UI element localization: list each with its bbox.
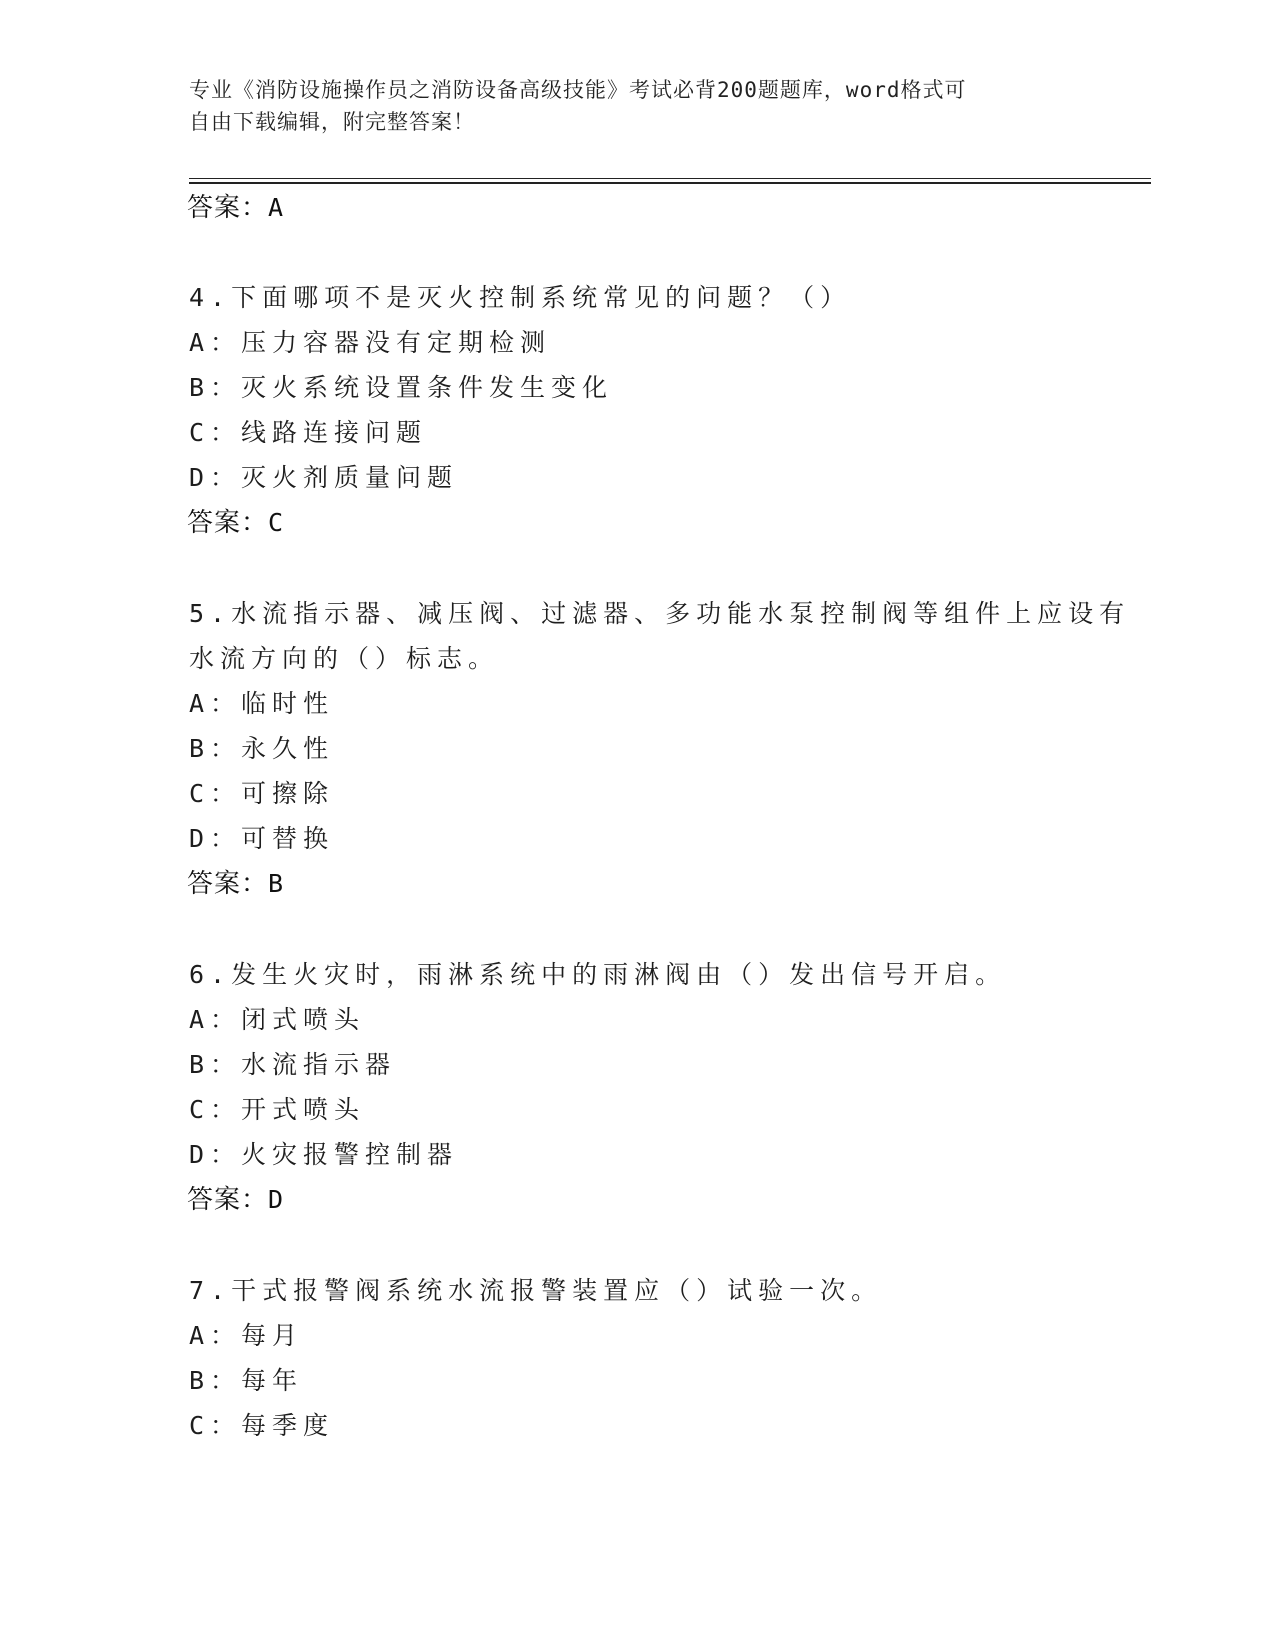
option-c: C：可擦除 [189,779,335,808]
option-a: A：临时性 [189,689,335,718]
option-d: D：火灾报警控制器 [189,1140,459,1169]
header-divider-thick [189,182,1151,184]
option-a: A：闭式喷头 [189,1005,366,1034]
option-b: B：灭火系统设置条件发生变化 [189,373,614,402]
answer-label: 答案： [187,1185,269,1215]
question-stem: 6.发生火灾时，雨淋系统中的雨淋阀由（）发出信号开启。 [189,960,1007,989]
question-stem-cont: 水流方向的（）标志。 [189,644,500,673]
answer-line [187,192,284,224]
answer-label: 答案： [187,508,269,538]
option-c: C：线路连接问题 [189,418,428,447]
answer-line [187,868,284,900]
option-c: C：开式喷头 [189,1095,366,1124]
option-d: D：可替换 [189,824,335,853]
option-b: B：每年 [189,1366,304,1395]
option-c: C：每季度 [189,1411,335,1440]
header-divider-thin [189,178,1151,179]
option-a: A：每月 [189,1321,304,1350]
option-a: A：压力容器没有定期检测 [189,328,552,357]
answer-value: B [268,869,285,898]
question-stem: 4.下面哪项不是灭火控制系统常见的问题？（） [189,283,852,312]
answer-line [187,1184,284,1216]
option-b: B：永久性 [189,734,335,763]
answer-value: D [268,1185,285,1214]
option-b: B：水流指示器 [189,1050,397,1079]
answer-line [187,507,284,539]
answer-value: C [268,508,285,537]
document-header [189,74,1069,138]
question-stem: 5.水流指示器、减压阀、过滤器、多功能水泵控制阀等组件上应设有 [189,599,1131,628]
answer-label: 答案： [187,193,269,223]
header-line-2: 自由下载编辑，附完整答案！ [189,110,475,134]
answer-value: A [268,193,285,222]
option-d: D：灭火剂质量问题 [189,463,459,492]
answer-label: 答案： [187,869,269,899]
header-line-1: 专业《消防设施操作员之消防设备高级技能》考试必背200题题库，word格式可 [189,78,967,102]
question-stem: 7.干式报警阀系统水流报警装置应（）试验一次。 [189,1276,883,1305]
